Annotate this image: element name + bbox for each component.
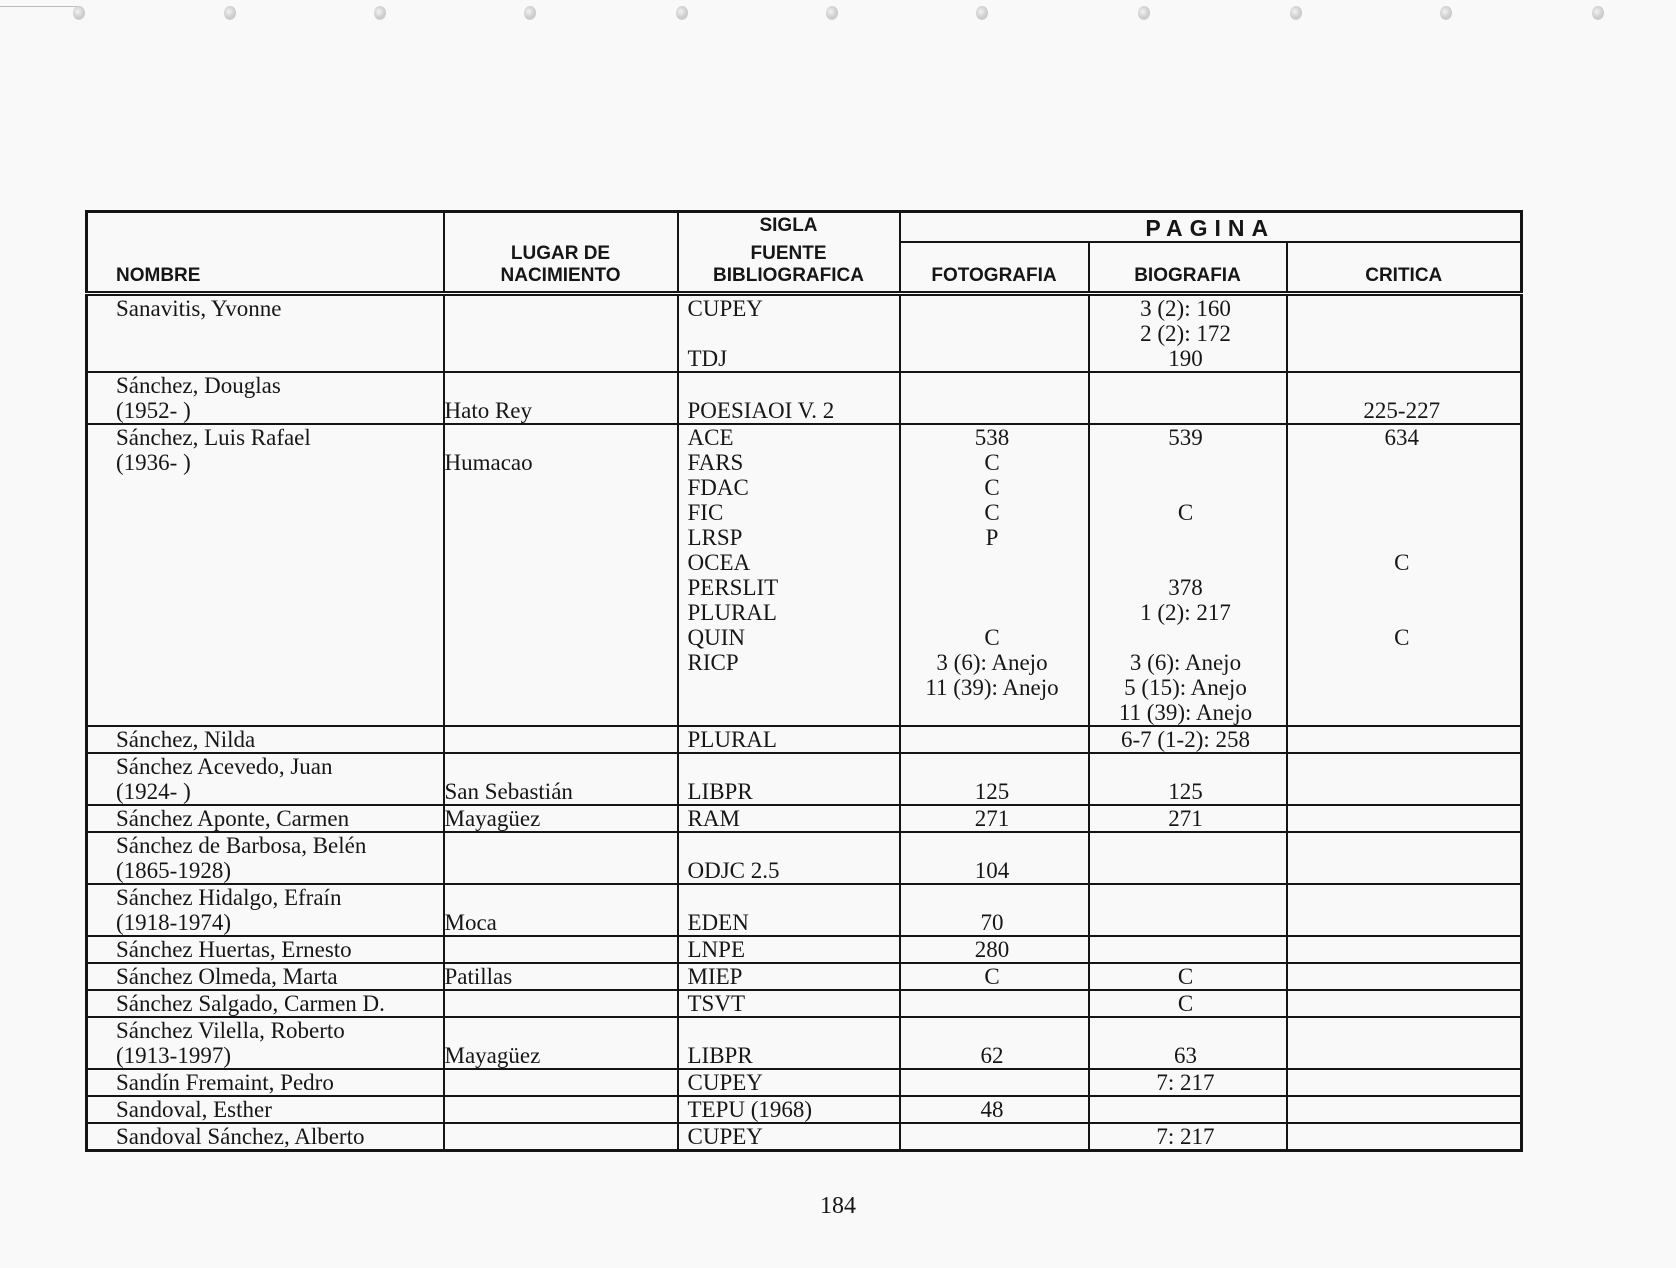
cell-lugar — [444, 1069, 678, 1096]
cell-biografia — [1089, 424, 1287, 726]
cell-critica — [1287, 1123, 1522, 1151]
fotografia-line: C — [984, 450, 1000, 475]
cell-nombre — [87, 832, 444, 884]
cell-sigla — [678, 832, 900, 884]
table-row — [87, 294, 1522, 373]
cell-sigla — [678, 753, 900, 805]
lugar-line: Patillas — [444, 964, 513, 989]
header-sigla — [678, 212, 900, 294]
cell-sigla — [678, 936, 900, 963]
binder-holes — [0, 0, 1676, 40]
sigla-line: OCEA — [687, 550, 751, 575]
fotografia-line — [901, 575, 1084, 600]
cell-fotografia — [900, 936, 1089, 963]
cell-lugar — [444, 832, 678, 884]
header-biografia: BIOGRAFIA — [1089, 242, 1287, 294]
lugar-line — [445, 885, 673, 910]
bibliography-table — [85, 210, 1523, 1152]
sigla-line — [688, 754, 895, 779]
cell-fotografia — [900, 1017, 1089, 1069]
nombre-line: (1918-1974) — [116, 910, 231, 935]
sigla-line: LIBPR — [687, 779, 753, 804]
binder-hole — [524, 6, 536, 20]
nombre-line: Sánchez de Barbosa, Belén — [116, 833, 367, 858]
biografia-line: C — [1177, 964, 1194, 989]
critica-line — [1288, 1097, 1517, 1122]
cell-fotografia — [900, 1123, 1089, 1151]
nombre-line: Sandoval Sánchez, Alberto — [116, 1124, 365, 1149]
lugar-line — [445, 833, 673, 858]
table-body — [87, 294, 1522, 1151]
fotografia-line — [901, 1124, 1084, 1149]
cell-nombre — [87, 1123, 444, 1151]
nombre-line: Sánchez Vilella, Roberto — [116, 1018, 345, 1043]
fotografia-line: 3 (6): Anejo — [936, 650, 1048, 675]
cell-biografia — [1089, 1123, 1287, 1151]
biografia-line — [1090, 885, 1282, 910]
nombre-line: Sánchez Olmeda, Marta — [116, 964, 338, 989]
table-row — [87, 805, 1522, 832]
cell-biografia — [1089, 963, 1287, 990]
cell-lugar — [444, 936, 678, 963]
fotografia-line — [901, 754, 1084, 779]
biografia-line: 539 — [1168, 425, 1203, 450]
cell-sigla — [678, 424, 900, 726]
critica-line — [1288, 937, 1517, 962]
cell-lugar — [444, 372, 678, 424]
cell-critica — [1287, 372, 1522, 424]
critica-line: C — [1394, 625, 1410, 650]
table-row — [87, 963, 1522, 990]
cell-sigla — [678, 1123, 900, 1151]
cell-nombre — [87, 372, 444, 424]
critica-line — [1288, 806, 1517, 831]
lugar-line: Humacao — [444, 450, 533, 475]
fotografia-line — [901, 1070, 1084, 1095]
cell-nombre — [87, 884, 444, 936]
cell-lugar — [444, 1096, 678, 1123]
cell-nombre — [87, 963, 444, 990]
cell-nombre — [87, 936, 444, 963]
critica-line — [1288, 500, 1517, 525]
critica-line — [1288, 1070, 1517, 1095]
critica-line — [1288, 754, 1517, 779]
fotografia-line — [901, 550, 1084, 575]
fotografia-line: 62 — [980, 1043, 1004, 1068]
lugar-line — [445, 754, 673, 779]
nombre-line: Sandín Fremaint, Pedro — [116, 1070, 334, 1095]
biografia-line — [1090, 937, 1282, 962]
fotografia-line: C — [984, 500, 1000, 525]
header-sigla-line-3: BIBLIOGRAFICA — [713, 265, 864, 286]
cell-nombre — [87, 1069, 444, 1096]
cell-lugar — [444, 726, 678, 753]
cell-critica — [1287, 936, 1522, 963]
nombre-line: Sánchez, Luis Rafael — [116, 425, 311, 450]
cell-fotografia — [900, 963, 1089, 990]
cell-sigla — [678, 990, 900, 1017]
scan-edge-line — [0, 6, 80, 7]
table-row — [87, 372, 1522, 424]
cell-critica — [1287, 294, 1522, 373]
cell-nombre — [87, 1096, 444, 1123]
critica-line — [1288, 373, 1517, 398]
sigla-line: FDAC — [687, 475, 749, 500]
table-row — [87, 1123, 1522, 1151]
critica-line — [1288, 885, 1517, 910]
critica-line — [1288, 991, 1517, 1016]
fotografia-line — [901, 833, 1084, 858]
cell-lugar — [444, 990, 678, 1017]
cell-lugar — [444, 294, 678, 373]
binder-hole — [976, 6, 988, 20]
table-row — [87, 1017, 1522, 1069]
cell-sigla — [678, 805, 900, 832]
cell-fotografia — [900, 832, 1089, 884]
cell-fotografia — [900, 294, 1089, 373]
fotografia-line — [901, 727, 1084, 752]
cell-nombre — [87, 1017, 444, 1069]
critica-line: 634 — [1384, 425, 1419, 450]
table-header — [87, 212, 1522, 294]
cell-sigla — [678, 372, 900, 424]
sigla-line: CUPEY — [687, 1124, 763, 1149]
biografia-line — [1090, 475, 1282, 500]
lugar-line — [445, 1097, 673, 1122]
cell-fotografia — [900, 424, 1089, 726]
sigla-line: PLURAL — [687, 727, 777, 752]
lugar-line — [445, 425, 673, 450]
page-number: 184 — [820, 1193, 856, 1219]
sigla-line — [688, 373, 895, 398]
lugar-line — [445, 991, 673, 1016]
critica-line — [1288, 1018, 1517, 1043]
binder-hole — [73, 6, 85, 20]
cell-fotografia — [900, 990, 1089, 1017]
cell-lugar — [444, 424, 678, 726]
cell-biografia — [1089, 884, 1287, 936]
critica-line — [1288, 296, 1517, 321]
cell-lugar — [444, 753, 678, 805]
fotografia-line: 271 — [974, 806, 1010, 831]
cell-critica — [1287, 832, 1522, 884]
nombre-line: Sánchez Acevedo, Juan — [116, 754, 333, 779]
cell-critica — [1287, 1069, 1522, 1096]
cell-fotografia — [900, 1096, 1089, 1123]
lugar-line — [445, 373, 673, 398]
cell-critica — [1287, 1017, 1522, 1069]
cell-biografia — [1089, 1069, 1287, 1096]
table-row — [87, 726, 1522, 753]
sigla-line — [688, 1018, 895, 1043]
biografia-line — [1090, 625, 1282, 650]
cell-sigla — [678, 963, 900, 990]
nombre-line: (1924- ) — [116, 779, 191, 804]
cell-biografia — [1089, 832, 1287, 884]
cell-fotografia — [900, 726, 1089, 753]
nombre-line: (1865-1928) — [116, 858, 231, 883]
nombre-line: Sánchez, Douglas — [116, 373, 281, 398]
cell-critica — [1287, 1096, 1522, 1123]
nombre-line: Sánchez Salgado, Carmen D. — [116, 991, 385, 1016]
table-row — [87, 936, 1522, 963]
header-pagina: PAGINA — [900, 212, 1522, 243]
header-critica: CRITICA — [1287, 242, 1522, 294]
fotografia-line: 125 — [974, 779, 1010, 804]
biografia-line: 3 (2): 160 — [1140, 296, 1231, 321]
cell-nombre — [87, 990, 444, 1017]
header-lugar — [444, 212, 678, 294]
cell-biografia — [1089, 294, 1287, 373]
cell-nombre — [87, 726, 444, 753]
binder-hole — [224, 6, 236, 20]
cell-sigla — [678, 294, 900, 373]
sigla-line: RICP — [687, 650, 739, 675]
binder-hole — [1440, 6, 1452, 20]
lugar-line: San Sebastián — [444, 779, 573, 804]
cell-critica — [1287, 990, 1522, 1017]
critica-line: C — [1394, 550, 1410, 575]
cell-fotografia — [900, 805, 1089, 832]
cell-fotografia — [900, 753, 1089, 805]
cell-sigla — [678, 1096, 900, 1123]
sigla-line: CUPEY — [687, 1070, 763, 1095]
biografia-line — [1090, 450, 1282, 475]
cell-biografia — [1089, 805, 1287, 832]
lugar-line: Mayagüez — [444, 806, 541, 831]
critica-line — [1288, 964, 1517, 989]
lugar-line — [445, 296, 673, 321]
header-sigla-line-2: FUENTE — [750, 243, 827, 264]
biografia-line: 6-7 (1-2): 258 — [1120, 727, 1251, 752]
header-lugar-line-2: NACIMIENTO — [500, 265, 621, 286]
cell-biografia — [1089, 1096, 1287, 1123]
sigla-line — [688, 321, 895, 346]
binder-hole — [1290, 6, 1302, 20]
sigla-line: LIBPR — [687, 1043, 753, 1068]
fotografia-line — [901, 600, 1084, 625]
header-fotografia: FOTOGRAFIA — [900, 242, 1089, 294]
biografia-line: C — [1177, 500, 1194, 525]
cell-sigla — [678, 726, 900, 753]
sigla-line: TSVT — [687, 991, 745, 1016]
fotografia-line — [901, 1018, 1084, 1043]
critica-line — [1288, 575, 1517, 600]
fotografia-line: C — [984, 475, 1000, 500]
nombre-line: Sánchez, Nilda — [116, 727, 256, 752]
table-row — [87, 1096, 1522, 1123]
biografia-line: 125 — [1168, 779, 1203, 804]
header-nombre — [87, 212, 444, 294]
cell-sigla — [678, 1017, 900, 1069]
fotografia-line — [901, 296, 1084, 321]
cell-biografia — [1089, 372, 1287, 424]
nombre-line: Sánchez Huertas, Ernesto — [116, 937, 352, 962]
nombre-line: (1952- ) — [116, 398, 191, 423]
cell-critica — [1287, 805, 1522, 832]
lugar-line — [445, 1070, 673, 1095]
sigla-line: ACE — [687, 425, 734, 450]
biografia-line — [1090, 754, 1282, 779]
cell-critica — [1287, 753, 1522, 805]
biografia-line: 1 (2): 217 — [1140, 600, 1231, 625]
cell-fotografia — [900, 884, 1089, 936]
cell-critica — [1287, 726, 1522, 753]
header-lugar-line-1: LUGAR DE — [510, 243, 611, 264]
header-nombre-label: NOMBRE — [116, 265, 201, 286]
cell-lugar — [444, 963, 678, 990]
sigla-line: CUPEY — [687, 296, 763, 321]
biografia-line: 3 (6): Anejo — [1129, 650, 1242, 675]
sigla-line: LRSP — [687, 525, 743, 550]
biografia-line — [1090, 1018, 1282, 1043]
critica-line — [1288, 833, 1517, 858]
biografia-line — [1090, 833, 1282, 858]
sigla-line: PLURAL — [687, 600, 777, 625]
cell-biografia — [1089, 936, 1287, 963]
sigla-line: QUIN — [687, 625, 745, 650]
nombre-line: Sánchez Aponte, Carmen — [116, 806, 350, 831]
cell-nombre — [87, 424, 444, 726]
lugar-line — [445, 727, 673, 752]
fotografia-line: C — [984, 964, 1000, 989]
nombre-line: Sandoval, Esther — [116, 1097, 272, 1122]
biografia-line: 2 (2): 172 — [1140, 321, 1231, 346]
binder-hole — [676, 6, 688, 20]
sigla-line: LNPE — [687, 937, 745, 962]
binder-hole — [826, 6, 838, 20]
fotografia-line: 104 — [974, 858, 1010, 883]
cell-biografia — [1089, 753, 1287, 805]
critica-line — [1288, 1124, 1517, 1149]
table-row — [87, 832, 1522, 884]
biografia-line — [1090, 525, 1282, 550]
cell-nombre — [87, 753, 444, 805]
biografia-line: 7: 217 — [1156, 1124, 1215, 1149]
cell-lugar — [444, 1017, 678, 1069]
nombre-line: Sanavitis, Yvonne — [116, 296, 282, 321]
cell-fotografia — [900, 372, 1089, 424]
table-row — [87, 884, 1522, 936]
sigla-line: RAM — [687, 806, 740, 831]
binder-hole — [1138, 6, 1150, 20]
sigla-line: EDEN — [687, 910, 749, 935]
fotografia-line — [901, 373, 1084, 398]
lugar-line: Moca — [444, 910, 497, 935]
biografia-line: 5 (15): Anejo — [1124, 675, 1247, 700]
nombre-line: (1936- ) — [116, 450, 191, 475]
fotografia-line — [901, 991, 1084, 1016]
critica-line — [1288, 600, 1517, 625]
fotografia-line: C — [984, 625, 1000, 650]
fotografia-line: P — [985, 525, 999, 550]
biografia-line: 63 — [1174, 1043, 1197, 1068]
fotografia-line: 538 — [974, 425, 1010, 450]
biografia-line: C — [1177, 991, 1194, 1016]
critica-line — [1288, 475, 1517, 500]
fotografia-line — [901, 885, 1084, 910]
cell-critica — [1287, 963, 1522, 990]
binder-hole — [374, 6, 386, 20]
sigla-line: TDJ — [687, 346, 728, 371]
cell-sigla — [678, 884, 900, 936]
biografia-line — [1090, 373, 1282, 398]
lugar-line — [445, 1124, 673, 1149]
cell-critica — [1287, 424, 1522, 726]
fotografia-line: 48 — [980, 1097, 1004, 1122]
lugar-line — [445, 937, 673, 962]
critica-line — [1288, 450, 1517, 475]
critica-line: 225-227 — [1363, 398, 1441, 423]
fotografia-line: 280 — [974, 937, 1010, 962]
cell-lugar — [444, 1123, 678, 1151]
sigla-line: FIC — [687, 500, 724, 525]
table-row — [87, 1069, 1522, 1096]
sigla-line: MIEP — [687, 964, 743, 989]
table-row — [87, 424, 1522, 726]
cell-sigla — [678, 1069, 900, 1096]
cell-lugar — [444, 884, 678, 936]
lugar-line — [445, 1018, 673, 1043]
biografia-line: 7: 217 — [1156, 1070, 1215, 1095]
biografia-line — [1090, 1097, 1282, 1122]
cell-nombre — [87, 294, 444, 373]
table-row — [87, 990, 1522, 1017]
cell-biografia — [1089, 726, 1287, 753]
cell-biografia — [1089, 990, 1287, 1017]
cell-fotografia — [900, 1069, 1089, 1096]
sigla-line: TEPU (1968) — [687, 1097, 813, 1122]
cell-lugar — [444, 805, 678, 832]
sigla-line: ODJC 2.5 — [687, 858, 780, 883]
cell-critica — [1287, 884, 1522, 936]
nombre-line: Sánchez Hidalgo, Efraín — [116, 885, 342, 910]
fotografia-line: 70 — [980, 910, 1004, 935]
biografia-line: 11 (39): Anejo — [1118, 700, 1253, 725]
sigla-line: FARS — [687, 450, 744, 475]
sigla-line — [688, 885, 895, 910]
binder-hole — [1592, 6, 1604, 20]
biografia-line: 190 — [1168, 346, 1203, 371]
lugar-line: Mayagüez — [444, 1043, 541, 1068]
sigla-line: PERSLIT — [687, 575, 779, 600]
cell-biografia — [1089, 1017, 1287, 1069]
biografia-line: 378 — [1168, 575, 1203, 600]
cell-nombre — [87, 805, 444, 832]
nombre-line: (1913-1997) — [116, 1043, 231, 1068]
fotografia-line: 11 (39): Anejo — [925, 675, 1059, 700]
lugar-line: Hato Rey — [444, 398, 533, 423]
biografia-line — [1090, 550, 1282, 575]
table-row — [87, 753, 1522, 805]
sigla-line: POESIAOI V. 2 — [687, 398, 835, 423]
biografia-line: 271 — [1168, 806, 1203, 831]
critica-line — [1288, 727, 1517, 752]
critica-line — [1288, 525, 1517, 550]
sigla-line — [688, 833, 895, 858]
header-sigla-line-1: SIGLA — [759, 215, 818, 236]
